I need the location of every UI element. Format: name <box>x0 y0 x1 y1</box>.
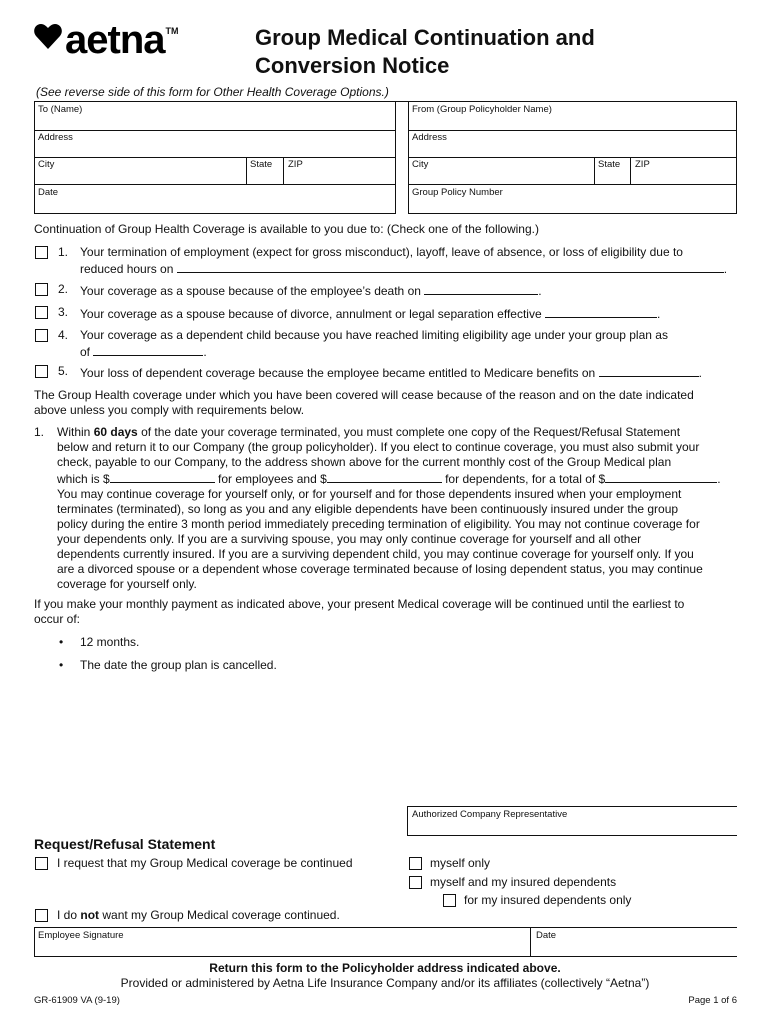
from-address-field[interactable]: Address <box>412 132 447 143</box>
to-zip-field[interactable]: ZIP <box>288 159 303 170</box>
request-continue-label: I request that my Group Medical coverage be continued <box>57 856 353 870</box>
which-is-label: which is $ <box>57 472 110 486</box>
auth-bottom-line <box>407 835 737 836</box>
requirement-line-1-rest: of the date your coverage terminated, you must complete one copy of the Request/Refusal Statement <box>141 425 681 439</box>
heart-icon <box>33 22 63 52</box>
cease-paragraph <box>34 388 694 418</box>
bullet-dot: • <box>59 635 64 649</box>
dependents-only-label: for my insured dependents only <box>464 893 632 907</box>
refuse-not: not <box>80 908 100 922</box>
employee-signature-field[interactable]: Employee Signature <box>38 930 124 941</box>
authorized-representative-field[interactable]: Authorized Company Representative <box>412 809 568 820</box>
refuse-coverage-checkbox[interactable] <box>35 909 48 922</box>
trademark: TM <box>165 26 179 36</box>
reason-3-date-blank[interactable] <box>545 305 657 318</box>
signature-left-line <box>34 927 35 956</box>
reason-3-number: 3. <box>58 305 69 319</box>
period: . <box>538 284 542 298</box>
reason-2-number: 2. <box>58 282 69 296</box>
to-name-field[interactable]: To (Name) <box>38 104 83 115</box>
reason-1-text-2 <box>80 260 727 277</box>
grid-line <box>34 157 396 158</box>
requirement-line-9: dependents currently insured. If you are a surviving dependent child, you may continue coverage for yourself only. If you <box>57 547 694 561</box>
aetna-logo <box>33 18 179 62</box>
reason-3-label: Your coverage as a spouse because of divorce, annulment or legal separation effective <box>80 307 542 321</box>
bullet-dot: • <box>59 658 64 672</box>
bullet-plan-cancelled: The date the group plan is cancelled. <box>80 658 277 672</box>
from-zip-field[interactable]: ZIP <box>635 159 650 170</box>
total-cost-blank[interactable] <box>605 470 717 483</box>
period: . <box>656 307 661 321</box>
auth-left-line <box>407 806 408 835</box>
to-date-field[interactable]: Date <box>38 187 59 198</box>
reason-5-text <box>80 364 702 381</box>
reason-2-label: Your coverage as a spouse because of the employee’s death on <box>80 284 421 298</box>
auth-top-line <box>407 806 737 807</box>
period: . <box>723 262 728 276</box>
reason-5-date-blank[interactable] <box>599 364 699 377</box>
myself-only-label: myself only <box>430 856 491 870</box>
request-refusal-heading: Request/Refusal Statement <box>34 836 216 852</box>
requirement-number: 1. <box>34 425 45 439</box>
page-number: Page 1 of 6 <box>688 995 737 1006</box>
reason-1-number: 1. <box>58 245 69 259</box>
reason-2-date-blank[interactable] <box>424 282 538 295</box>
myself-only-checkbox[interactable] <box>409 857 422 870</box>
group-policy-number-field[interactable]: Group Policy Number <box>412 187 503 198</box>
page-title <box>255 24 595 80</box>
reason-3-text <box>80 305 660 322</box>
employees-label: for employees and $ <box>214 472 327 486</box>
payment-paragraph <box>34 597 684 627</box>
reason-4-checkbox[interactable] <box>35 329 48 342</box>
sixty-days: 60 days <box>93 425 138 439</box>
grid-line <box>283 157 284 184</box>
grid-line <box>408 130 737 131</box>
form-number: GR-61909 VA (9-19) <box>34 995 120 1006</box>
myself-and-dependents-label: myself and my insured dependents <box>430 875 617 889</box>
payment-line-1: If you make your monthly payment as indicated above, your present Medical coverage will be continued until the earliest to <box>34 597 685 611</box>
myself-and-dependents-checkbox[interactable] <box>409 876 422 889</box>
reason-5-checkbox[interactable] <box>35 365 48 378</box>
reason-4-text-2 <box>80 343 207 360</box>
from-city-field[interactable]: City <box>412 159 429 170</box>
grid-line <box>246 157 247 184</box>
requirement-line-3: check, payable to our Company, to the address shown above for the current monthly cost of the Group Medical plan <box>57 455 672 469</box>
reason-5-label: Your loss of dependent coverage because the employee became entitled to Medicare benefits on <box>80 366 596 380</box>
logo-wordmark: aetna <box>65 18 165 62</box>
to-address-field[interactable]: Address <box>38 132 73 143</box>
grid-line <box>408 213 737 214</box>
from-state-field[interactable]: State <box>598 159 621 170</box>
reason-1-text: Your termination of employment (expect for gross misconduct), layoff, leave of absence, or loss of eligibility due to <box>80 245 683 259</box>
reason-4-number: 4. <box>58 328 69 342</box>
refuse-coverage-label <box>57 908 340 923</box>
reason-1-reduced-hours: reduced hours on <box>80 262 174 276</box>
grid-top-line <box>34 101 737 102</box>
refuse-pre: I do <box>57 908 81 922</box>
requirement-line-7: policy during the entire 3 month period immediately preceding termination of eligibility. You may not continue coverage for <box>57 517 700 531</box>
requirement-line-5: You may continue coverage for yourself only, or for yourself and for those dependents insured when your employment <box>57 487 682 501</box>
period: . <box>203 345 207 359</box>
signature-mid-line <box>530 927 531 956</box>
period: . <box>698 366 702 380</box>
continuation-intro: Continuation of Group Health Coverage is available to you due to: (Check one of the following.) <box>34 222 539 236</box>
requirement-line-6: terminates (terminated), so long as you and any eligible dependents have been continuously insured under the group <box>57 502 679 516</box>
reason-4-of: of <box>80 345 91 359</box>
requirement-line-8: your dependents only. If you are a surviving spouse, you may only continue coverage for yourself and all other <box>57 532 642 546</box>
to-city-field[interactable]: City <box>38 159 55 170</box>
dependents-label: for dependents, for a total of $ <box>441 472 606 486</box>
reason-2-checkbox[interactable] <box>35 283 48 296</box>
to-state-field[interactable]: State <box>250 159 273 170</box>
dependents-only-checkbox[interactable] <box>443 894 456 907</box>
payment-line-2: occur of: <box>34 612 81 626</box>
requirement-line-4 <box>57 470 742 487</box>
reason-1-date-blank[interactable] <box>177 260 724 273</box>
from-name-field[interactable]: From (Group Policyholder Name) <box>412 104 552 115</box>
within-label: Within <box>57 425 91 439</box>
grid-line <box>34 130 396 131</box>
signature-date-field[interactable]: Date <box>536 930 557 941</box>
cease-line-1: The Group Health coverage under which you have been covered will cease because of the reason and on the date indicated <box>34 388 694 402</box>
bullet-12-months: 12 months. <box>80 635 140 649</box>
title-line-2: Conversion Notice <box>255 53 450 78</box>
requirement-line-1 <box>57 425 742 440</box>
grid-line <box>408 184 737 185</box>
provided-by: Provided or administered by Aetna Life Insurance Company and/or its affiliates (collectively “Aetna”) <box>120 976 650 990</box>
refuse-post: want my Group Medical coverage continued. <box>99 908 340 922</box>
grid-line <box>630 157 631 184</box>
employee-cost-blank[interactable] <box>110 470 215 483</box>
grid-line <box>34 213 396 214</box>
see-reverse-note: (See reverse side of this form for Other Health Coverage Options.) <box>36 85 389 99</box>
requirement-line-2: below and return it to our Company (the group policyholder). If you elect to continue coverage, you must also submit your <box>57 440 700 454</box>
grid-line <box>34 184 396 185</box>
dependent-cost-blank[interactable] <box>327 470 442 483</box>
signature-bottom-line <box>34 956 737 957</box>
return-instructions: Return this form to the Policyholder address indicated above. <box>209 961 561 975</box>
period: . <box>717 472 721 486</box>
reason-4-text: Your coverage as a dependent child because you have reached limiting eligibility age under your group plan as <box>80 328 668 342</box>
title-line-1: Group Medical Continuation and <box>255 25 595 50</box>
signature-top-line <box>34 927 737 928</box>
grid-line <box>408 157 737 158</box>
cease-line-2: above unless you comply with requirements below. <box>34 403 305 417</box>
requirement-line-11: coverage for yourself only. <box>57 577 197 591</box>
reason-5-number: 5. <box>58 364 69 378</box>
reason-4-date-blank[interactable] <box>93 343 203 356</box>
grid-line <box>594 157 595 184</box>
reason-3-checkbox[interactable] <box>35 306 48 319</box>
reason-1-checkbox[interactable] <box>35 246 48 259</box>
reason-2-text <box>80 282 542 299</box>
requirement-line-10: are a divorced spouse or a dependent whose coverage terminated because of losing dependent status, you may continue <box>57 562 703 576</box>
requirement-paragraph <box>57 425 742 592</box>
request-continue-checkbox[interactable] <box>35 857 48 870</box>
